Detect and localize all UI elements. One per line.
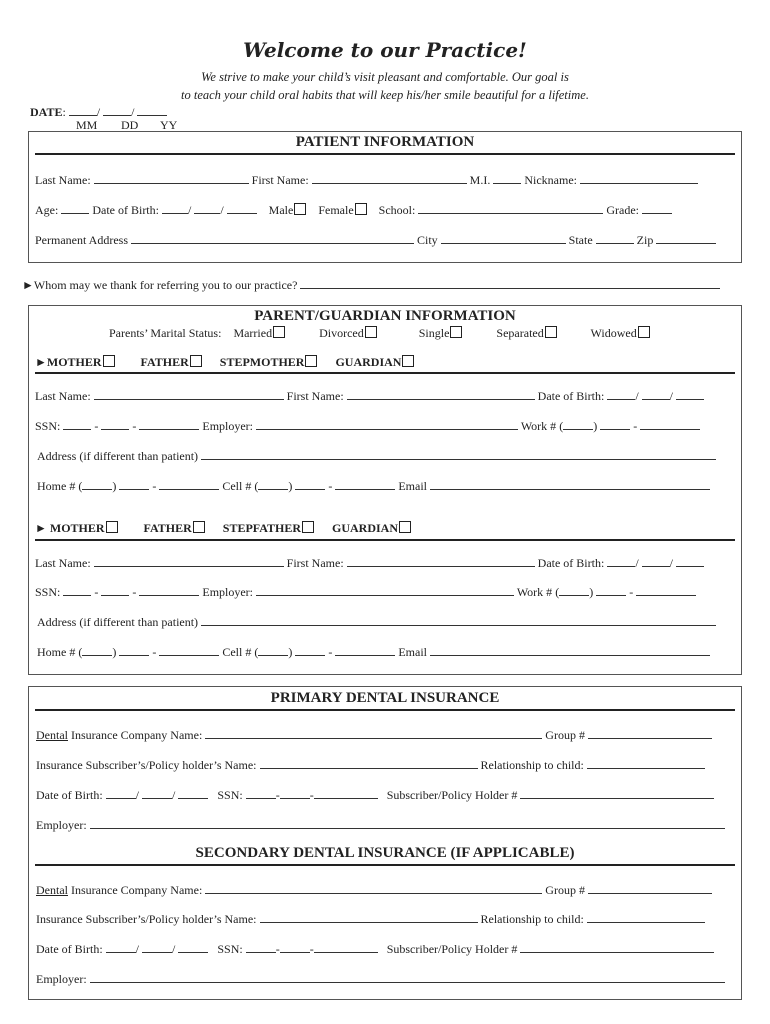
g1-row-ssn: SSN: - - Employer: Work # ( ) - <box>35 418 700 434</box>
g1-row-address <box>37 448 716 464</box>
single-label: Single <box>418 326 450 340</box>
insurance-section <box>28 686 742 1000</box>
age-label: Age: <box>35 203 59 217</box>
secondary-row-subscriber <box>36 911 705 927</box>
g2-first-name-field[interactable] <box>347 555 535 567</box>
g1-work-prefix[interactable] <box>600 418 630 430</box>
group-label: Group # <box>545 883 585 897</box>
ssn-label: SSN: <box>35 585 61 599</box>
guardian-checkbox[interactable] <box>402 355 414 367</box>
company-label: Insurance Company Name: <box>71 883 203 897</box>
secondary-insurance-title: SECONDARY DENTAL INSURANCE (IF APPLICABLE) <box>195 845 575 861</box>
secondary-group-field[interactable] <box>588 882 712 894</box>
g2-cell-number[interactable] <box>335 644 395 656</box>
g2-ssn-2[interactable] <box>101 584 129 596</box>
g2-work-prefix[interactable] <box>596 584 626 596</box>
g2-dob-mm[interactable] <box>607 555 635 567</box>
g2-row-ssn: SSN: - - Employer: Work # ( ) - <box>35 584 696 600</box>
widowed-checkbox[interactable] <box>638 326 650 338</box>
relationship-label: Relationship to child: <box>480 912 584 926</box>
guardian-checkbox[interactable] <box>399 521 411 533</box>
page-title: Welcome to our Practice! <box>243 38 527 62</box>
work-label: Work # <box>520 419 557 433</box>
g2-email-field[interactable] <box>430 644 710 656</box>
section-rule <box>35 153 735 155</box>
dob-label: Date of Birth: <box>537 389 605 403</box>
g2-dob-yy[interactable] <box>676 555 704 567</box>
parent-info-title: PARENT/GUARDIAN INFORMATION <box>254 308 516 324</box>
referral-label: ►Whom may we thank for referring you to our practice? <box>22 278 298 292</box>
guardian-label: GUARDIAN <box>335 355 402 369</box>
secondary-ssn-2[interactable] <box>280 941 310 953</box>
address-label: Address (if different than patient) <box>37 615 199 629</box>
last-name-label: Last Name: <box>35 556 91 570</box>
patient-address-field[interactable] <box>131 232 414 244</box>
g2-ssn-3[interactable] <box>139 584 199 596</box>
secondary-dob-dd[interactable] <box>142 941 172 953</box>
stepmother-checkbox[interactable] <box>305 355 317 367</box>
patient-mi-field[interactable] <box>493 172 521 184</box>
g1-cell-number[interactable] <box>335 478 395 490</box>
referral-row <box>22 277 720 293</box>
home-label: Home # <box>37 645 76 659</box>
g2-last-name-field[interactable] <box>94 555 284 567</box>
intro-line-2: to teach your child oral habits that will keep his/her smile beautiful for a lifetime. <box>181 88 589 102</box>
section-rule <box>35 539 735 541</box>
patient-state-field[interactable] <box>596 232 634 244</box>
dental-label: Dental <box>36 883 68 897</box>
employer-label: Employer: <box>202 585 254 599</box>
city-label: City <box>416 233 438 247</box>
g2-ssn-1[interactable] <box>63 584 91 596</box>
date-dd-field[interactable] <box>103 104 131 116</box>
primary-row-dob: Date of Birth: / / SSN: - - Subscriber/Policy Holder # <box>36 787 714 803</box>
work-label: Work # <box>516 585 553 599</box>
dental-label: Dental <box>36 728 68 742</box>
patient-info-section <box>28 131 742 263</box>
home-label: Home # <box>37 479 76 493</box>
widowed-label: Widowed <box>590 326 637 340</box>
primary-ssn-1[interactable] <box>246 787 276 799</box>
primary-dob-yy[interactable] <box>178 787 208 799</box>
marital-status-row <box>109 326 650 341</box>
ssn-label: SSN: <box>217 942 243 956</box>
g2-address-field[interactable] <box>201 614 716 626</box>
parent-guardian-section <box>28 305 742 675</box>
patient-row-3 <box>35 232 716 248</box>
section-rule <box>35 709 735 711</box>
patient-school-field[interactable] <box>418 202 603 214</box>
group-label: Group # <box>545 728 585 742</box>
primary-dob-dd[interactable] <box>142 787 172 799</box>
primary-row-subscriber <box>36 757 705 773</box>
g2-cell-prefix[interactable] <box>295 644 325 656</box>
patient-nickname-field[interactable] <box>580 172 698 184</box>
secondary-company-field[interactable] <box>205 882 542 894</box>
primary-row-employer <box>36 817 725 833</box>
separated-label: Separated <box>496 326 544 340</box>
stepfather-checkbox[interactable] <box>302 521 314 533</box>
nickname-label: Nickname: <box>524 173 577 187</box>
male-label: Male <box>268 203 294 217</box>
g1-work-number[interactable] <box>640 418 700 430</box>
g2-work-number[interactable] <box>636 584 696 596</box>
primary-ssn-3[interactable] <box>314 787 378 799</box>
holder-label: Subscriber/Policy Holder # <box>386 942 518 956</box>
date-mm-field[interactable] <box>69 104 97 116</box>
dob-label: Date of Birth: <box>36 942 103 956</box>
primary-dob-mm[interactable] <box>106 787 136 799</box>
perm-address-label: Permanent Address <box>35 233 128 247</box>
school-label: School: <box>378 203 416 217</box>
g1-cell-prefix[interactable] <box>295 478 325 490</box>
stepfather-label: STEPFATHER <box>222 521 302 535</box>
patient-dob-mm[interactable] <box>162 202 188 214</box>
secondary-row-company <box>36 882 712 898</box>
g2-home-number[interactable] <box>159 644 219 656</box>
g1-dob-dd[interactable] <box>642 388 670 400</box>
g1-address-field[interactable] <box>201 448 716 460</box>
g1-ssn-1[interactable] <box>63 418 91 430</box>
g1-row-name: Last Name: First Name: Date of Birth: / / <box>35 388 704 404</box>
secondary-holder-field[interactable] <box>520 941 714 953</box>
section-rule <box>35 864 735 866</box>
secondary-dob-yy[interactable] <box>178 941 208 953</box>
separated-checkbox[interactable] <box>545 326 557 338</box>
company-label: Insurance Company Name: <box>71 728 203 742</box>
g2-work-area[interactable] <box>559 584 589 596</box>
subscriber-label: Insurance Subscriber’s/Policy holder’s Name: <box>36 758 257 772</box>
relationship-label: Relationship to child: <box>480 758 584 772</box>
guardian1-type-row <box>35 355 414 370</box>
first-name-label: First Name: <box>251 173 309 187</box>
secondary-relationship-field[interactable] <box>587 911 705 923</box>
married-label: Married <box>233 326 273 340</box>
patient-dob-dd[interactable] <box>194 202 220 214</box>
patient-dob-yy[interactable] <box>227 202 257 214</box>
patient-city-field[interactable] <box>441 232 566 244</box>
female-checkbox[interactable] <box>355 203 367 215</box>
patient-first-name-field[interactable] <box>312 172 467 184</box>
g1-dob-yy[interactable] <box>676 388 704 400</box>
employer-label: Employer: <box>36 972 87 986</box>
g2-row-phone: Home # ( ) - Cell # ( ) - Email <box>37 644 710 660</box>
primary-relationship-field[interactable] <box>587 757 705 769</box>
patient-last-name-field[interactable] <box>94 172 249 184</box>
g2-home-prefix[interactable] <box>119 644 149 656</box>
patient-age-field[interactable] <box>61 202 89 214</box>
date-dd-caption: DD <box>121 118 139 132</box>
marital-label: Parents’ Marital Status: <box>109 326 222 340</box>
g2-employer-field[interactable] <box>256 584 514 596</box>
mother-label: ► MOTHER <box>35 521 105 535</box>
subscriber-label: Insurance Subscriber’s/Policy holder’s Name: <box>36 912 257 926</box>
g2-row-address <box>37 614 716 630</box>
mother-checkbox[interactable] <box>106 521 118 533</box>
address-label: Address (if different than patient) <box>37 449 199 463</box>
g1-dob-mm[interactable] <box>607 388 635 400</box>
g1-work-area[interactable] <box>563 418 593 430</box>
patient-row-2: Age: Date of Birth: / / Male Female School: Grade: <box>35 202 672 218</box>
g2-dob-dd[interactable] <box>642 555 670 567</box>
dob-label: Date of Birth: <box>92 203 159 217</box>
primary-ssn-2[interactable] <box>280 787 310 799</box>
ssn-label: SSN: <box>35 419 61 433</box>
email-label: Email <box>398 479 427 493</box>
stepmother-label: STEPMOTHER <box>219 355 305 369</box>
g1-ssn-2[interactable] <box>101 418 129 430</box>
father-checkbox[interactable] <box>193 521 205 533</box>
last-name-label: Last Name: <box>35 173 91 187</box>
female-label: Female <box>318 203 354 217</box>
patient-grade-field[interactable] <box>642 202 672 214</box>
guardian-label: GUARDIAN <box>332 521 399 535</box>
mother-label: ►MOTHER <box>35 355 102 369</box>
employer-label: Employer: <box>202 419 254 433</box>
mother-checkbox[interactable] <box>103 355 115 367</box>
divorced-checkbox[interactable] <box>365 326 377 338</box>
state-label: State <box>568 233 593 247</box>
date-yy-field[interactable] <box>137 104 167 116</box>
single-checkbox[interactable] <box>450 326 462 338</box>
email-label: Email <box>398 645 427 659</box>
dob-label: Date of Birth: <box>36 788 103 802</box>
patient-info-title: PATIENT INFORMATION <box>295 134 475 150</box>
patient-row-1 <box>35 172 698 188</box>
primary-insurance-title: PRIMARY DENTAL INSURANCE <box>270 690 500 706</box>
mi-label: M.I. <box>469 173 491 187</box>
g1-home-number[interactable] <box>159 478 219 490</box>
employer-label: Employer: <box>36 818 87 832</box>
g1-cell-area[interactable] <box>258 478 288 490</box>
g1-ssn-3[interactable] <box>139 418 199 430</box>
date-mm-caption: MM <box>76 118 98 132</box>
guardian2-type-row <box>35 521 411 536</box>
date-yy-caption: YY <box>160 118 178 132</box>
g2-cell-area[interactable] <box>258 644 288 656</box>
g1-row-phone: Home # ( ) - Cell # ( ) - Email <box>37 478 710 494</box>
holder-label: Subscriber/Policy Holder # <box>386 788 518 802</box>
first-name-label: First Name: <box>286 556 344 570</box>
date-label: DATE <box>30 105 63 119</box>
referral-field[interactable] <box>300 277 720 289</box>
secondary-dob-mm[interactable] <box>106 941 136 953</box>
g1-employer-field[interactable] <box>256 418 518 430</box>
first-name-label: First Name: <box>286 389 344 403</box>
g1-last-name-field[interactable] <box>94 388 284 400</box>
primary-group-field[interactable] <box>588 727 712 739</box>
ssn-label: SSN: <box>217 788 243 802</box>
cell-label: Cell # <box>222 479 252 493</box>
g1-first-name-field[interactable] <box>347 388 535 400</box>
married-checkbox[interactable] <box>273 326 285 338</box>
last-name-label: Last Name: <box>35 389 91 403</box>
g2-row-name: Last Name: First Name: Date of Birth: / / <box>35 555 704 571</box>
g1-home-area[interactable] <box>82 478 112 490</box>
patient-zip-field[interactable] <box>656 232 716 244</box>
grade-label: Grade: <box>606 203 639 217</box>
g1-home-prefix[interactable] <box>119 478 149 490</box>
secondary-employer-field[interactable] <box>90 971 725 983</box>
secondary-subscriber-field[interactable] <box>260 911 478 923</box>
dob-label: Date of Birth: <box>537 556 605 570</box>
primary-subscriber-field[interactable] <box>260 757 478 769</box>
secondary-ssn-1[interactable] <box>246 941 276 953</box>
father-label: FATHER <box>140 355 189 369</box>
divorced-label: Divorced <box>319 326 364 340</box>
male-checkbox[interactable] <box>294 203 306 215</box>
cell-label: Cell # <box>222 645 252 659</box>
father-label: FATHER <box>143 521 192 535</box>
secondary-ssn-3[interactable] <box>314 941 378 953</box>
intro-line-1: We strive to make your child’s visit pleasant and comfortable. Our goal is <box>201 70 569 84</box>
primary-row-company <box>36 727 712 743</box>
primary-employer-field[interactable] <box>90 817 725 829</box>
date-row: DATE: / / <box>30 104 167 120</box>
zip-label: Zip <box>636 233 654 247</box>
g2-home-area[interactable] <box>82 644 112 656</box>
primary-company-field[interactable] <box>205 727 542 739</box>
section-rule <box>35 372 735 374</box>
primary-holder-field[interactable] <box>520 787 714 799</box>
secondary-row-employer <box>36 971 725 987</box>
father-checkbox[interactable] <box>190 355 202 367</box>
g1-email-field[interactable] <box>430 478 710 490</box>
secondary-row-dob: Date of Birth: / / SSN: - - Subscriber/Policy Holder # <box>36 941 714 957</box>
